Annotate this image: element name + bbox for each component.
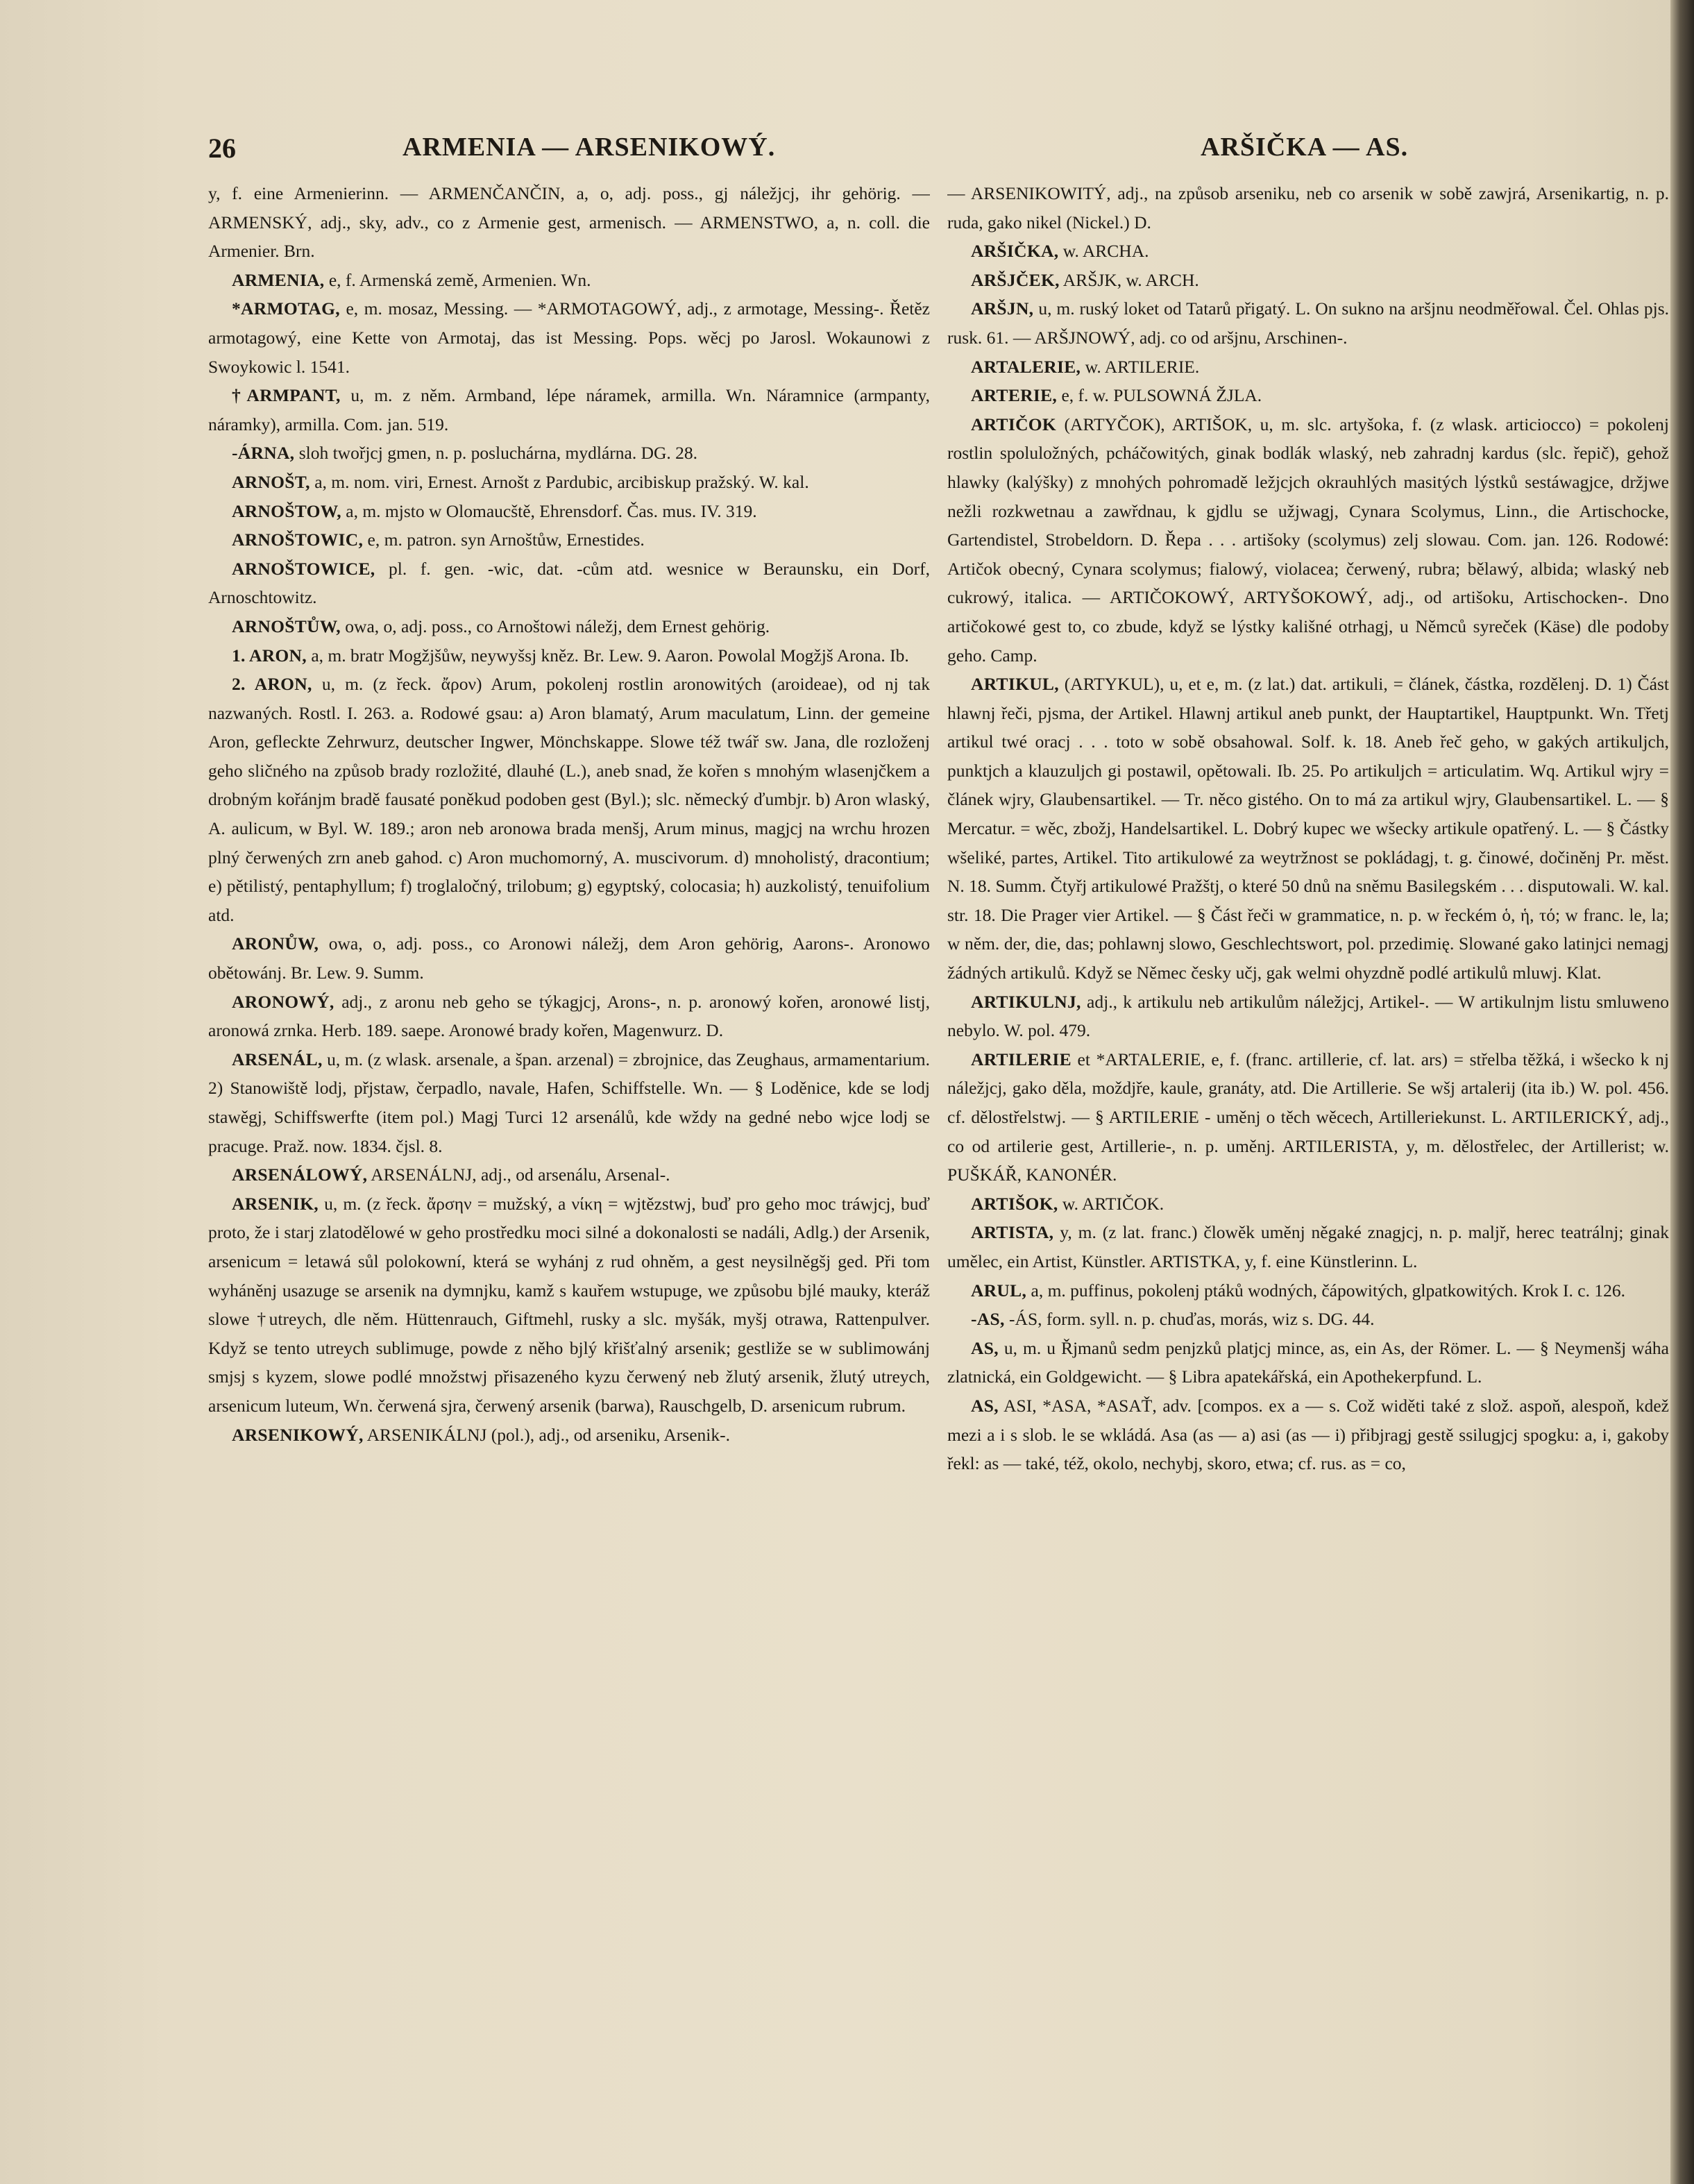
book-binding-edge (1670, 0, 1694, 2184)
entry-headword: 2. ARON, (232, 674, 312, 695)
dictionary-entry (947, 1334, 1669, 1391)
entry-headword: ARŠJČEK, (971, 269, 1060, 290)
dictionary-entry (208, 439, 930, 468)
entry-definition: u, m. (z wlask. arsenale, a špan. arzenal) = zbrojnice, das Zeughaus, armamentarium. 2) Stanowiště lodj, přjstaw, čerpadlo, navale, Hafen, Schiffstelle. Wn. — § Loděnice, kde se lodj stawěgj, Schiffswerfte (item pol.) Magj Turci 12 arsenálů, kde wždy na gedné nebo wjce lodj se pracuge. Praž. now. 1834. čjsl. 8. (208, 1049, 930, 1156)
entry-definition: u, m. z něm. Armband, lépe náramek, armilla. Wn. Náramnice (armpanty, náramky), armilla. Com. jan. 519. (208, 385, 930, 434)
entry-definition: (ARTYČOK), ARTIŠOK, u, m. slc. artyšoka, f. (z wlask. articiocco) = pokolenj rostlin spoluložných, pcháčowitých, ginak bodlák wlaský, neb zahradnj kardus (slc. řepič), gehož hlawky (kalýšky) z mnohých pohromadě ležjcjch okrauhlých masitých lýstků sestáwagjce, držjwe nežli rozkwetnau a zawřdnau, k gjdlu se užjwagj, Cynara Scolymus, Linn., die Artischocke, Gartendistel, Strobeldorn. D. Řepa . . . artišoky (scolymus) zelj slowau. Com. jan. 126. Rodowé: Artičok obecný, Cynara scolymus; fialowý, violacea; čerwený, rubra; bělawý, albida; wlaský neb cukrowý, italica. — ARTIČOKOWÝ, ARTYŠOKOWÝ, adj., od artišoku, Artischocken-. Dno artičokowé gest to, co zbude, když se lýstky kališné otrhagj, u Němců syreček (Käse) dle podoby geho. Camp. (947, 414, 1669, 666)
dictionary-entry (947, 237, 1669, 266)
left-column (208, 179, 930, 2143)
entry-definition: ASI, *ASA, *ASAŤ, adv. [compos. ex a — s. Což widěti také z slož. aspoň, alespoň, kdež mezi a i s slob. le se wkládá. Asa (as — a) asi (as — i) přibjragj gestě ssilugjcj spogku: a, i, gakoby řekl: as — také, též, okolo, nechybj, skoro, etwa; cf. rus. as = co, (947, 1395, 1669, 1474)
entry-definition: a, m. puffinus, pokolenj ptáků wodných, čápowitých, glpatkowitých. Krok I. c. 126. (1026, 1280, 1625, 1301)
entry-definition: w. ARCHA. (1058, 241, 1149, 262)
right-column (947, 179, 1669, 2143)
dictionary-entry (947, 1391, 1669, 1478)
entry-definition: adj., k artikulu neb artikulům náležjcj, Artikel-. — W artikulnjm listu smluweno nebylo. W. pol. 479. (947, 991, 1669, 1041)
dictionary-entry (947, 1276, 1669, 1305)
entry-definition: owa, o, adj. poss., co Aronowi náležj, dem Aron gehörig, Aarons-. Aronowo obětowánj. Br. Lew. 9. Summ. (208, 933, 930, 983)
entry-definition: e, f. w. PULSOWNÁ ŽJLA. (1057, 385, 1262, 406)
entry-headword: ARSENÁL, (232, 1049, 323, 1069)
dictionary-entry (208, 988, 930, 1045)
dictionary-entry (208, 929, 930, 987)
dictionary-entry (947, 1045, 1669, 1190)
header-right-range: ARŠIČKA — AS. (1201, 133, 1409, 162)
dictionary-entry (947, 410, 1669, 670)
entry-headword: AS, (971, 1337, 999, 1358)
dictionary-entry (947, 294, 1669, 352)
entry-definition: -ÁS, form. syll. n. p. chuďas, morás, wiz s. DG. 44. (1004, 1309, 1375, 1330)
entry-definition: pl. f. gen. -wic, dat. -cům atd. wesnice w Beraunsku, ein Dorf, Arnoschtowitz. (208, 558, 930, 608)
dictionary-entry (208, 294, 930, 381)
entry-definition: ARSENÁLNJ, adj., od arsenálu, Arsenal-. (367, 1165, 670, 1185)
dictionary-entry (208, 555, 930, 612)
dictionary-entry (947, 266, 1669, 295)
entry-headword: ARTIKULNJ, (971, 991, 1081, 1012)
dictionary-entry (208, 1160, 930, 1190)
entry-headword: ARNOŠTOW, (232, 500, 341, 521)
dictionary-entry (947, 1305, 1669, 1334)
entry-definition: u, m. (z řeck. ἄρον) Arum, pokolenj rostlin aronowitých (aroideae), od nj tak nazwaných. Rostl. I. 263. a. Rodowé gsau: a) Aron blamatý, Arum maculatum, Linn. der gemeine Aron, gefleckte Zehrwurz, deutscher Ingwer, Mönchskappe. Slowe též twář sw. Jana, dle rozloženj geho sličného na způsob brady rozložité, dlauhé (L.), aneb snad, že kořen s mnohým wlasenjčkem a drobným kořánjm bradě fausaté poněkud podoben gest (Byl.); slc. německý ďumbjr. b) Aron wlaský, A. aulicum, w Byl. W. 189.; aron neb aronowa brada menšj, Arum minus, magjcj na wrchu hrozen plný čerwených zrn aneb gahod. c) Aron muchomorný, A. muscivorum. d) mnoholistý, dracontium; e) pětilistý, pentaphyllum; f) troglaločný, trilobum; g) egyptský, colocasia; h) auzkolistý, tenuifolium atd. (208, 674, 930, 925)
entry-headword: ARSENÁLOWÝ, (232, 1165, 368, 1185)
entry-headword: ARONŮW, (232, 933, 319, 954)
entry-definition: et *ARTALERIE, e, f. (franc. artillerie, cf. lat. ars) = střelba těžká, i wšecko k nj náležjcj, gako děla, moždjře, kaule, granáty, atd. Die Artillerie. Se wšj artalerij (ita ib.) W. pol. 456. cf. dělostřelstwj. — § ARTILERIE - uměnj o těch wěcech, Artilleriekunst. L. ARTILERICKÝ, adj., co od artilerie gest, Artillerie-, n. p. uměnj. ARTILERISTA, y, m. dělostřelec, der Artillerist; w. PUŠKÁŘ, KANONÉR. (947, 1049, 1669, 1185)
entry-headword: -AS, (971, 1309, 1005, 1330)
dictionary-entry (208, 1190, 930, 1421)
entry-headword: ARŠJN, (971, 298, 1034, 319)
entry-definition: a, m. mjsto w Olomaucště, Ehrensdorf. Čas. mus. IV. 319. (341, 500, 757, 521)
entry-definition: e, m. mosaz, Messing. — *ARMOTAGOWÝ, adj., z armotage, Messing-. Řetěz armotagowý, eine Kette von Armotaj, das ist Messing. Pops. wěcj po Jarosl. Wokaunowi z Swoykowic l. 1541. (208, 298, 930, 377)
entry-definition: u, m. ruský loket od Tatarů přigatý. L. On sukno na aršjnu neodměřowal. Čel. Ohlas pjs. rusk. 61. — ARŠJNOWÝ, adj. co od aršjnu, Arschinen-. (947, 298, 1669, 348)
entry-definition: ARŠJK, w. ARCH. (1059, 269, 1199, 290)
entry-definition: sloh twořjcj gmen, n. p. posluchárna, mydlárna. DG. 28. (294, 443, 698, 464)
entry-headword: ARTILERIE (971, 1049, 1072, 1069)
dictionary-entry (208, 612, 930, 641)
dictionary-entry (208, 641, 930, 670)
entry-headword: 1. ARON, (232, 645, 307, 666)
header-left-range: ARMENIA — ARSENIKOWÝ. (403, 133, 776, 162)
dictionary-entry (208, 497, 930, 526)
entry-definition: u, m. (z řeck. ἄρσην = mužský, a νίκη = wjtězstwj, buď pro geho moc tráwjcj, buď proto, že i starj zlatodělowé w geho prostředku moci silné a dokonalosti se nadáli, Adlg.) der Arsenik, arsenicum = letawá sůl polokowní, která se wyhánj z rud ohněm, a gest neysilněgšj ged. Při tom wyháněnj usazuge se arsenik na dymnjku, kamž s kauřem wstupuge, we způsobu bjlé mauky, kteráž slowe †utreych, dle něm. Hüttenrauch, Giftmehl, rusky a slc. myšák, myšj otrawa, Rattenpulver. Když se tento utreych sublimuge, powde z něho bjlý křišťalný arsenik; gestliže se w sublimowánj smjsj s kyzem, slowe podlé množstwj přisazeného kyzu čerwený neb žlutý arsenik, žlutý utreych, arsenicum luteum, Wn. čerwená sjra, čerwený arsenik (barwa), Rauschgelb, D. arsenicum rubrum. (208, 1193, 930, 1416)
entry-definition: u, m. u Řjmanů sedm penjzků platjcj mince, as, ein As, der Römer. L. — § Neymenšj wáha zlatnická, ein Goldgewicht. — § Libra apatekářská, ein Apothekerpfund. L. (947, 1337, 1669, 1387)
entry-definition: e, m. patron. syn Arnoštůw, Ernestides. (363, 530, 645, 550)
entry-headword: ARTALERIE, (971, 356, 1081, 377)
entry-headword: AS, (971, 1395, 999, 1416)
entry-headword: ARTIČOK (971, 414, 1057, 434)
entry-headword: ARNOŠTOWICE, (232, 558, 375, 579)
entry-definition: (ARTYKUL), u, et e, m. (z lat.) dat. artikuli, = článek, částka, rozdělenj. D. 1) Část hlawnj řeči, pjsma, der Artikel. Hlawnj artikul aneb punkt, der Hauptartikel, Hauptpunkt. Wn. Třetj artikul twé oracj . . . toto w sobě obsahowal. Solf. k. 18. Aneb řeč geho, w gakých artikuljch, punktjch a klauzuljch gi postawil, opětowali. Ib. 25. Po artikuljch = articulatim. Wq. Artikul wjry = článek wjry, Glaubensartikel. — Tr. něco gistého. On to má za artikul wjry, Glaubensartikel. L. — § Mercatur. = wěc, zbožj, Handelsartikel. L. Dobrý kupec we wšecky artikule opatřený. L. — § Částky wšeliké, partes, Artikel. Tito artikulowé za weytržnost se pokládagj, t. g. činowé, dočiněnj Pr. měst. N. 18. Summ. Čtyřj artikulowé Pražštj, o které 50 dnů na sněmu Basilegském . . . disputowali. W. kal. str. 18. Die Prager vier Artikel. — § Část řeči w grammatice, n. p. w řeckém ὁ, ἡ, τό; w franc. le, la; w něm. der, die, das; pohlawnj slowo, Geschlechtswort, pol. przedimię. Slowané gako latinjci nemagj žádných artikulů. Když se Němec česky učj, gak welmi ohyzdně podlé artikulů mluwj. Klat. (947, 674, 1669, 983)
entry-definition: w. ARTIČOK. (1058, 1193, 1164, 1214)
dictionary-entry (208, 525, 930, 555)
entry-headword: -ÁRNA, (232, 443, 295, 464)
entry-headword: †ARMPANT, (232, 385, 341, 406)
dictionary-entry (947, 988, 1669, 1045)
dictionary-entry (208, 381, 930, 439)
entry-headword: ARTIKUL, (971, 674, 1059, 695)
entry-headword: ARUL, (971, 1280, 1027, 1301)
dictionary-entry (947, 1190, 1669, 1219)
entry-definition: a, m. nom. viri, Ernest. Arnošt z Pardubic, arcibiskup pražský. W. kal. (310, 471, 809, 492)
entry-definition: a, m. bratr Mogžjšůw, neywyšsj kněz. Br. Lew. 9. Aaron. Powolal Mogžjš Arona. Ib. (306, 645, 909, 666)
entry-definition: ARSENIKÁLNJ (pol.), adj., od arseniku, Arsenik-. (363, 1424, 730, 1445)
entry-headword: ARTIŠOK, (971, 1193, 1058, 1214)
entry-definition: — ARSENIKOWITÝ, adj., na způsob arseniku, neb co arsenik w sobě zawjrá, Arsenikartig, n. p. ruda, gako nikel (Nickel.) D. (947, 183, 1669, 232)
dictionary-entry (208, 266, 930, 295)
entry-definition: y, f. eine Armenierinn. — ARMENČANČIN, a, o, adj. poss., gj náležjcj, ihr gehörig. — ARMENSKÝ, adj., sky, adv., co z Armenie gest, armenisch. — ARMENSTWO, a, n. coll. die Armenier. Brn. (208, 183, 930, 262)
running-header (208, 132, 1631, 173)
entry-headword: ARNOŠTŮW, (232, 616, 341, 636)
entry-headword: ARSENIKOWÝ, (232, 1424, 364, 1445)
entry-definition: owa, o, adj. poss., co Arnoštowi náležj, dem Ernest gehörig. (340, 616, 770, 636)
entry-headword: ARTERIE, (971, 385, 1058, 406)
dictionary-entry (208, 179, 930, 266)
entry-definition: w. ARTILERIE. (1081, 356, 1200, 377)
dictionary-entry (947, 670, 1669, 988)
dictionary-entry (208, 670, 930, 929)
dictionary-entry (947, 179, 1669, 237)
entry-definition: adj., z aronu neb geho se týkagjcj, Arons-, n. p. aronowý kořen, aronowé listj, aronowá zrnka. Herb. 189. saepe. Aronowé brady kořen, Magenwurz. D. (208, 991, 930, 1041)
dictionary-entry (208, 1045, 930, 1160)
entry-headword: ARSENIK, (232, 1193, 319, 1214)
dictionary-entry (947, 353, 1669, 382)
entry-headword: ARTISTA, (971, 1222, 1054, 1243)
dictionary-entry (208, 468, 930, 497)
entry-headword: *ARMOTAG, (232, 298, 340, 319)
dictionary-entry (947, 381, 1669, 410)
page-number: 26 (208, 133, 236, 164)
entry-headword: ARMENIA, (232, 269, 325, 290)
entry-headword: ARONOWÝ, (232, 991, 334, 1012)
entry-headword: ARNOŠT, (232, 471, 310, 492)
entry-definition: e, f. Armenská země, Armenien. Wn. (324, 269, 591, 290)
dictionary-entry (208, 1421, 930, 1450)
entry-definition: y, m. (z lat. franc.) člowěk uměnj něgaké znagjcj, n. p. maljř, herec teatrálnj; ginak umělec, ein Artist, Künstler. ARTISTKA, y, f. eine Künstlerinn. L. (947, 1222, 1669, 1271)
entry-headword: ARNOŠTOWIC, (232, 530, 364, 550)
dictionary-entry (947, 1218, 1669, 1276)
entry-headword: ARŠIČKA, (971, 241, 1059, 262)
